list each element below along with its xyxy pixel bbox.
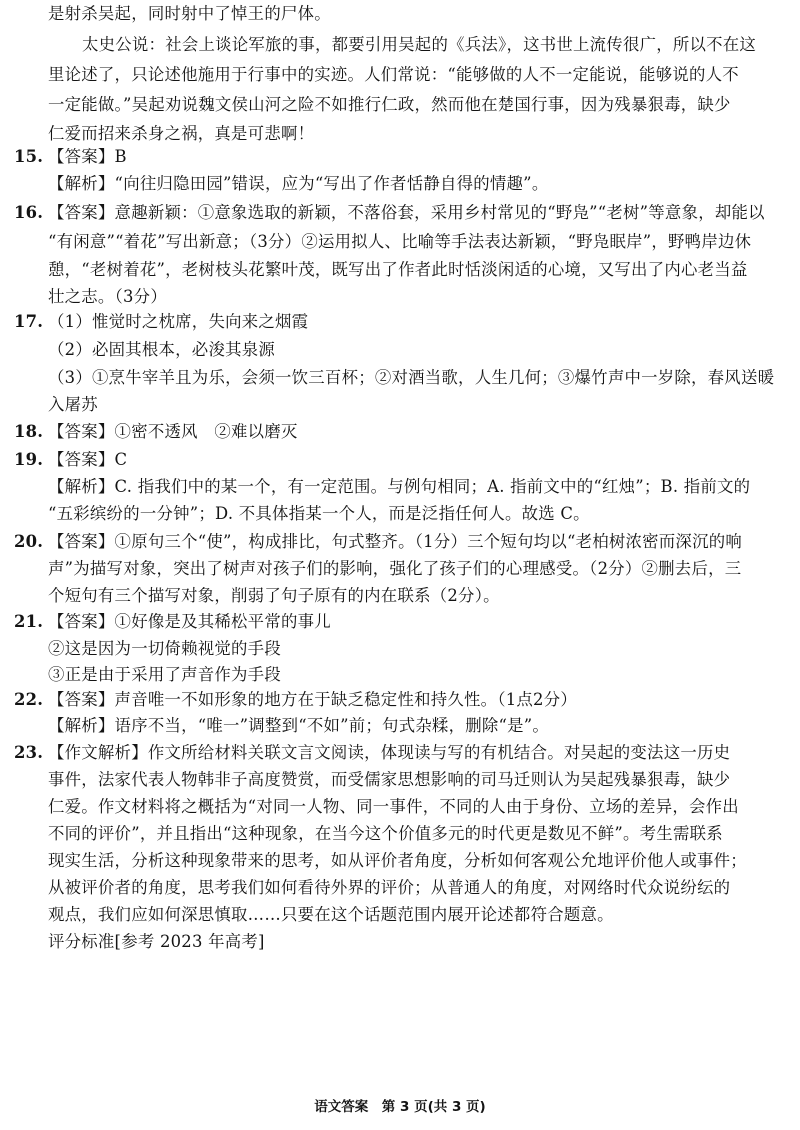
q19-answer: 【答案】C — [48, 450, 128, 469]
q20-answer-line: 声”为描写对象，突出了树声对孩子们的影响，强化了孩子们的心理感受。（2分）②删去后，三 — [48, 559, 742, 578]
q23-essay-line: 【作文解析】作文所给材料关联文言文阅读，体现读与写的有机结合。对吴起的变法这一历史 — [48, 743, 731, 762]
question-number-15: 15. — [14, 147, 44, 166]
q15-answer: 【答案】B — [48, 147, 127, 166]
q21-answer-line: ②这是因为一切倚赖视觉的手段 — [48, 639, 281, 658]
q17-answer-line: （3）①烹牛宰羊且为乐，会须一饮三百杯；②对酒当歌，人生几何；③爆竹声中一岁除，春风送暖 — [48, 368, 775, 387]
q23-essay-line: 现实生活，分析这种现象带来的思考，如从评价者角度，分析如何客观公允地评价他人或事件； — [48, 851, 747, 870]
question-number-22: 22. — [14, 690, 44, 709]
q19-analysis-line: “五彩缤纷的一分钟”；D. 不具体指某一个人，而是泛指任何人。故选 C。 — [48, 504, 590, 523]
question-number-18: 18. — [14, 422, 44, 441]
q19-analysis-line: 【解析】C. 指我们中的某一个，有一定范围。与例句相同；A. 指前文中的“红烛”；B. 指前文的 — [48, 477, 751, 496]
q16-answer-line: 憩，“老树着花”，老树枝头花繁叶茂，既写出了作者此时恬淡闲适的心境，又写出了内心老当益 — [48, 260, 748, 279]
scoring-standard: 评分标准[参考 2023 年高考] — [48, 932, 265, 951]
q23-essay-line: 事件，法家代表人物韩非子高度赞赏，而受儒家思想影响的司马迁则认为吴起残暴狠毒，缺少 — [48, 770, 731, 789]
q17-answer-line: （1）惟觉时之枕席，失向来之烟霞 — [48, 312, 309, 331]
q16-answer-line: “有闲意”“着花”写出新意；（3分）②运用拟人、比喻等手法表达新颖，“野凫眠岸”，野鸭岸边休 — [48, 232, 752, 251]
q20-answer-line: 个短句有三个描写对象，削弱了句子原有的内在联系（2分）。 — [48, 586, 500, 605]
q16-answer-line: 【答案】意趣新颖：①意象选取的新颖，不落俗套，采用乡村常见的“野凫”“老树”等意象，却能以 — [48, 203, 765, 222]
q23-essay-line: 观点，我们应如何深思慎取……只要在这个话题范围内展开论述都符合题意。 — [48, 905, 614, 924]
q20-answer-line: 【答案】①原句三个“使”，构成排比，句式整齐。（1分）三个短句均以“老柏树浓密而深沉的响 — [48, 532, 742, 551]
page-footer: 语文答案 第 3 页(共 3 页) — [314, 1099, 486, 1115]
q23-essay-line: 不同的评价”，并且指出“这种现象，在当今这个价值多元的时代更是数见不鲜”。考生需联系 — [48, 824, 723, 843]
question-number-17: 17. — [14, 312, 44, 331]
question-number-20: 20. — [14, 532, 44, 551]
question-number-16: 16. — [14, 203, 44, 222]
question-number-21: 21. — [14, 612, 44, 631]
question-number-23: 23. — [14, 743, 44, 762]
q22-analysis: 【解析】语序不当，“唯一”调整到“不如”前；句式杂糅，删除“是”。 — [48, 716, 550, 735]
q18-answer: 【答案】①密不透风 ②难以磨灭 — [48, 422, 298, 441]
q22-answer: 【答案】声音唯一不如形象的地方在于缺乏稳定性和持久性。（1点2分） — [48, 690, 578, 709]
question-number-19: 19. — [14, 450, 44, 469]
passage-line: 里论述了，只论述他施用于行事中的实迹。人们常说：“能够做的人不一定能说，能够说的人不 — [48, 65, 739, 84]
q17-answer-line: 入屠苏 — [48, 395, 98, 414]
q15-analysis: 【解析】“向往归隐田园”错误，应为“写出了作者恬静自得的情趣”。 — [48, 174, 549, 193]
q23-essay-line: 从被评价者的角度，思考我们如何看待外界的评价；从普通人的角度，对网络时代众说纷纭的 — [48, 878, 731, 897]
q16-answer-line: 壮之志。（3分） — [48, 287, 167, 306]
passage-line: 是射杀吴起，同时射中了悼王的尸体。 — [48, 4, 331, 23]
passage-line: 太史公说：社会上谈论军旅的事，都要引用吴起的《兵法》，这书世上流传很广，所以不在这 — [82, 35, 757, 54]
passage-line: 一定能做。”吴起劝说魏文侯山河之险不如推行仁政，然而他在楚国行事，因为残暴狠毒，缺少 — [48, 95, 731, 114]
passage-line: 仁爱而招来杀身之祸，真是可悲啊！ — [48, 124, 315, 143]
q21-answer-line: ③正是由于采用了声音作为手段 — [48, 665, 281, 684]
q21-answer-line: 【答案】①好像是及其稀松平常的事儿 — [48, 612, 331, 631]
q23-essay-line: 仁爱。作文材料将之概括为“对同一人物、同一事件，不同的人由于身份、立场的差异，会作出 — [48, 797, 739, 816]
q17-answer-line: （2）必固其根本，必浚其泉源 — [48, 340, 276, 359]
